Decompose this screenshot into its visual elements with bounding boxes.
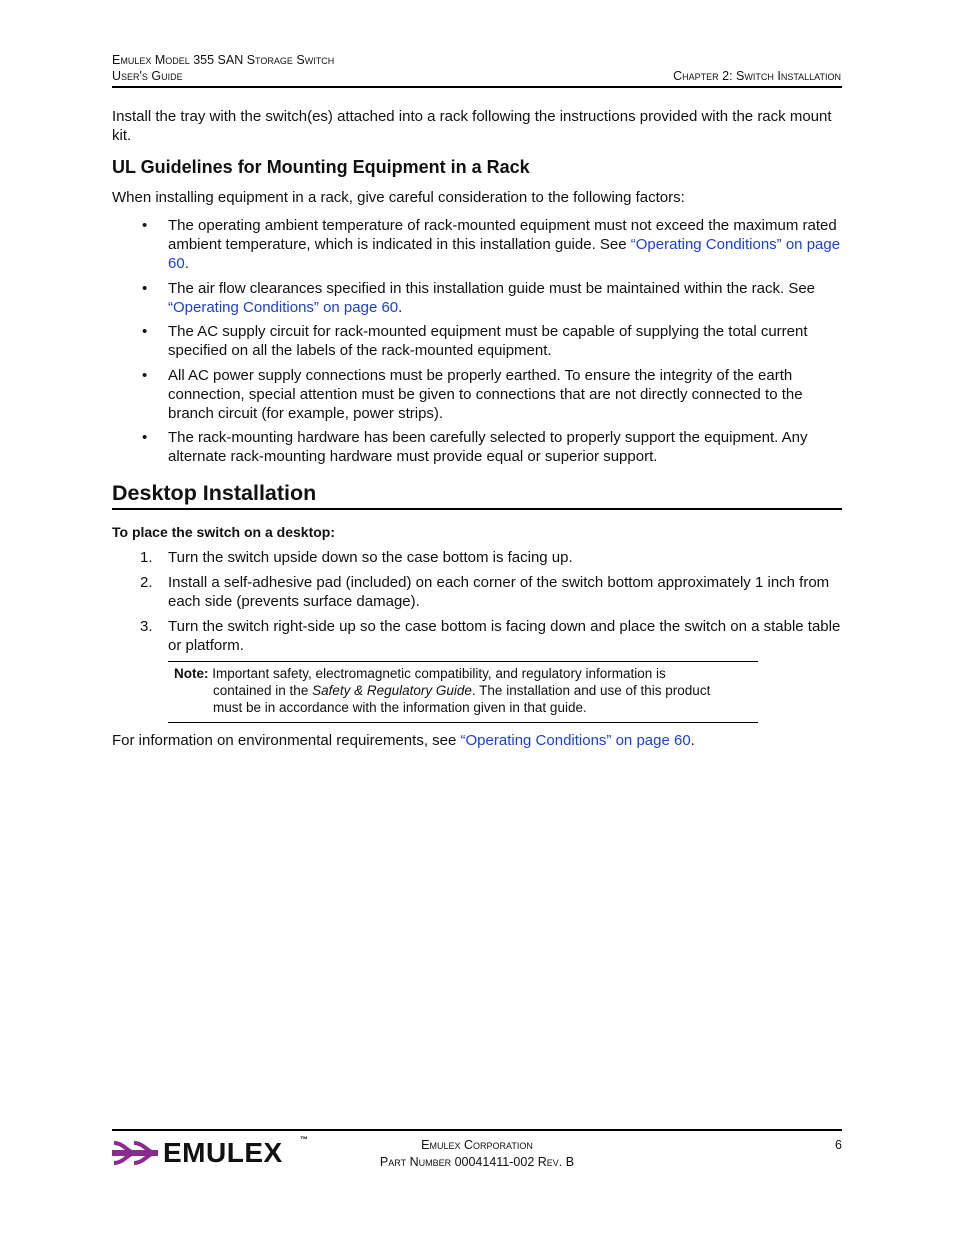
footer-part-number: Part Number 00041411-002 Rev. B bbox=[379, 1155, 575, 1169]
emulex-logo bbox=[112, 1137, 312, 1169]
bullet-text-end: . bbox=[184, 255, 189, 272]
environment-text: For information on environmental requirements, see bbox=[112, 732, 461, 749]
logo-wordmark: EMULEX bbox=[163, 1137, 283, 1168]
note-bottom-rule bbox=[168, 722, 758, 723]
ul-guidelines-heading: UL Guidelines for Mounting Equipment in a Rack bbox=[112, 157, 530, 177]
operating-conditions-link[interactable]: “Operating Conditions” on page 60 bbox=[460, 732, 691, 749]
header-doc-title: Emulex Model 355 SAN Storage Switch bbox=[112, 53, 335, 67]
footer-rule bbox=[112, 1129, 842, 1131]
note-text: contained in the bbox=[213, 683, 313, 698]
bullet-marker: • bbox=[142, 429, 148, 446]
note-text-line2 bbox=[174, 682, 754, 699]
bullet-temperature bbox=[168, 216, 843, 273]
note-text-line3: must be in accordance with the information given in that guide. bbox=[213, 700, 587, 715]
note-text-line1: Important safety, electromagnetic compatibility, and regulatory information is bbox=[212, 666, 666, 681]
bullet-marker: • bbox=[142, 323, 148, 340]
operating-conditions-link[interactable]: “Operating Conditions” on page 60 bbox=[168, 299, 399, 316]
trademark-symbol: ™ bbox=[300, 1135, 308, 1144]
bullet-text-end: . bbox=[398, 299, 403, 316]
bullet-ac-supply: The AC supply circuit for rack-mounted equipment must be capable of supplying the total current specified on all the labels of the rack-mounted equipment. bbox=[168, 323, 808, 359]
environment-paragraph bbox=[112, 731, 842, 750]
step-2-text: Install a self-adhesive pad (included) on each corner of the switch bottom approximately 1 inch from each side (prevents surface damage). bbox=[168, 574, 830, 610]
bullet-marker: • bbox=[142, 367, 148, 384]
page-number: 6 bbox=[835, 1138, 842, 1152]
emulex-logo-mark-icon bbox=[112, 1137, 160, 1169]
intro-paragraph: Install the tray with the switch(es) attached into a rack following the instructions provided with the rack mount kit. bbox=[112, 108, 832, 144]
bullet-earthing: All AC power supply connections must be properly earthed. To ensure the integrity of the earth connection, special attention must be given to connections that are not directly connected to the branch circuit (for example, power strips). bbox=[168, 367, 803, 422]
header-chapter: Chapter 2: Switch Installation bbox=[673, 69, 841, 83]
step-number: 3. bbox=[140, 618, 153, 635]
note-label: Note: bbox=[174, 666, 209, 681]
step-number: 2. bbox=[140, 574, 153, 591]
bullet-rack-hardware: The rack-mounting hardware has been carefully selected to properly support the equipment. Any alternate rack-mounting hardware must provide equal or superior support. bbox=[168, 429, 808, 465]
bullet-marker: • bbox=[142, 217, 148, 234]
operating-conditions-link[interactable]: “Operating Conditions” on page 60 bbox=[168, 236, 841, 272]
header-rule bbox=[112, 86, 842, 88]
note-top-rule bbox=[168, 661, 758, 662]
bullet-marker: • bbox=[142, 280, 148, 297]
environment-text-end: . bbox=[690, 732, 695, 749]
safety-guide-title: Safety & Regulatory Guide bbox=[312, 683, 472, 698]
note-text: . The installation and use of this product bbox=[471, 683, 711, 698]
header-doc-subtitle: User's Guide bbox=[112, 69, 183, 83]
desktop-installation-heading: Desktop Installation bbox=[112, 481, 317, 505]
step-1-text: Turn the switch upside down so the case bottom is facing up. bbox=[168, 549, 573, 566]
section-rule bbox=[112, 508, 842, 510]
footer-company: Emulex Corporation bbox=[421, 1138, 533, 1152]
bullet-text: The operating ambient temperature of rack-mounted equipment must not exceed the maximum rated ambient temperature, which is indicated in this installation guide. See bbox=[168, 217, 837, 253]
ul-guidelines-lead: When installing equipment in a rack, give careful consideration to the following factors: bbox=[112, 189, 685, 206]
bullet-text: The air flow clearances specified in this installation guide must be maintained within the rack. See bbox=[168, 280, 816, 297]
step-3-text: Turn the switch right-side up so the case bottom is facing down and place the switch on a stable table or platform. bbox=[168, 618, 841, 654]
bullet-air-flow bbox=[168, 279, 843, 317]
note-box bbox=[174, 665, 754, 716]
step-number: 1. bbox=[140, 549, 153, 566]
procedure-title: To place the switch on a desktop: bbox=[112, 524, 335, 540]
